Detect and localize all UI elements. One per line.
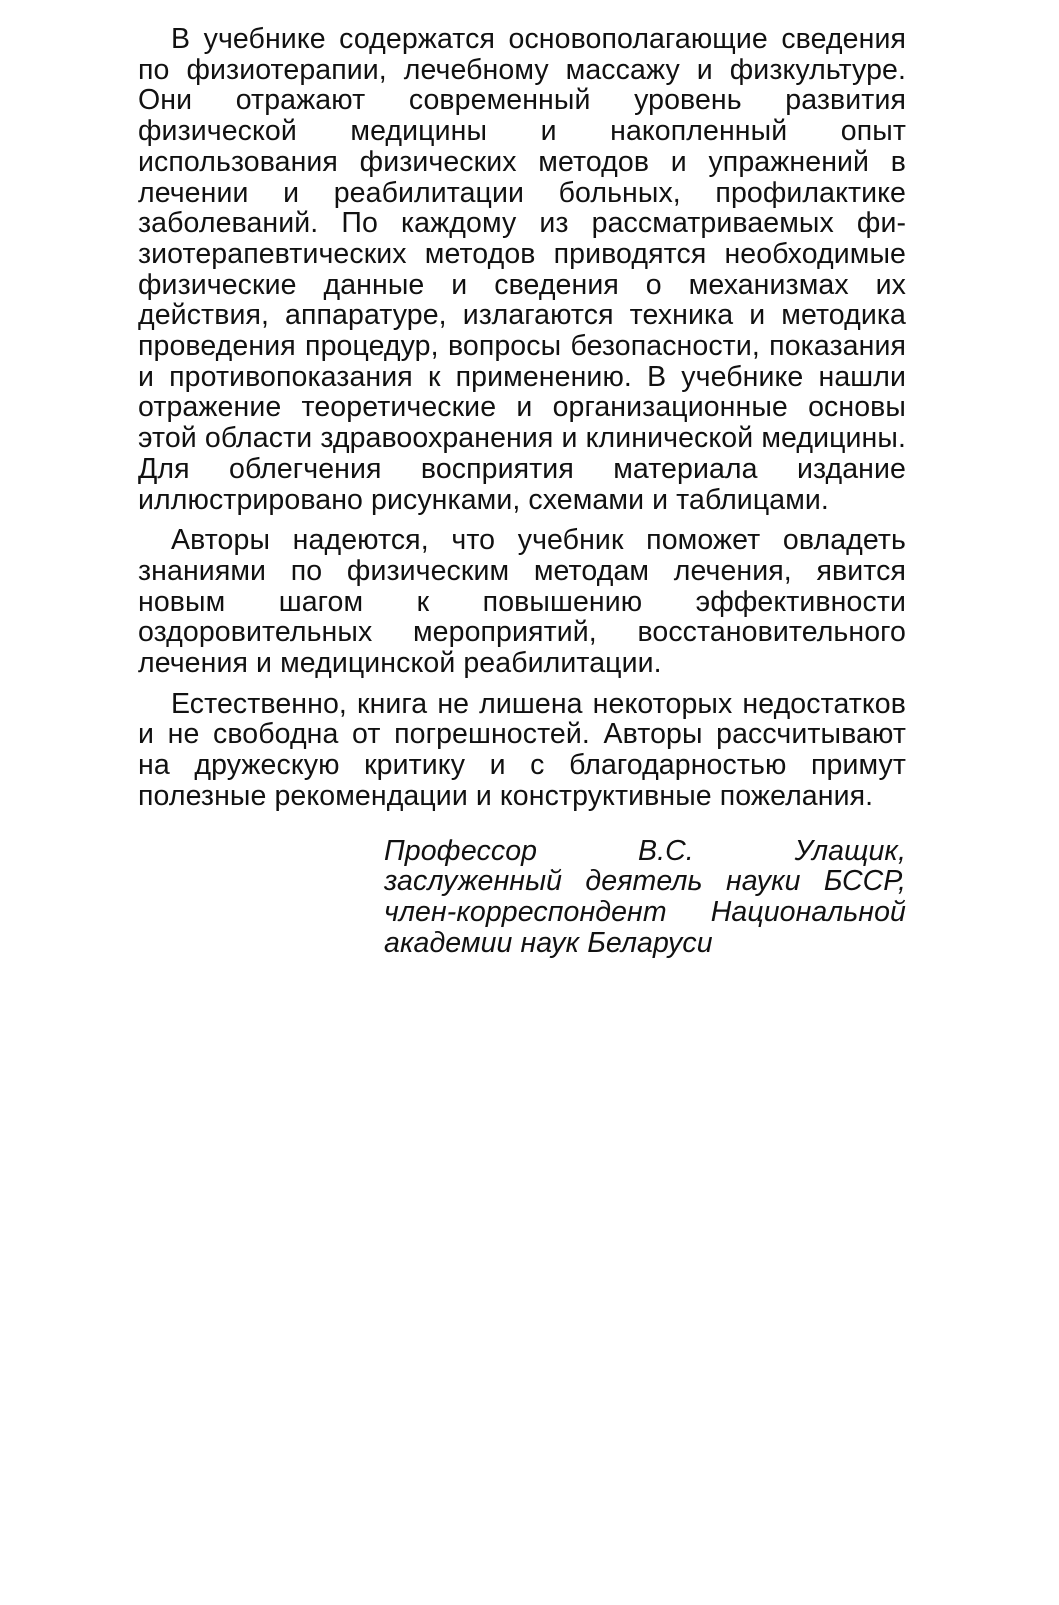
author-signature: Профессор В.С. Улащик, заслуженный деятель науки БССР, член-корреспондент Национальной академии наук Беларуси bbox=[384, 834, 906, 959]
paragraph-intro: В учебнике содержатся основополагающие сведения по физиотерапии, лечебному массажу и физкультуре. Они отражают современный уровень развития физической медицины и накопленный опыт использования физических методов и упражнений в лечении и реабилитации больных, профилактике заболеваний. По каждому из рассматриваемых физиотерапевтических методов приводятся необходимые физические данные и сведения о механизмах их действия, аппаратуре, излагаются техника и методика проведения процедур, вопросы безопасности, показания и противопоказания к применению. В учебнике нашли отражение теоретические и организационные основы этой области здравоохранения и клинической медицины. Для облегчения восприятия материала издание иллюстрировано рисунками, схемами и таблицами. bbox=[138, 23, 906, 516]
paragraph-hopes: Авторы надеются, что учебник поможет овладеть знаниями по физическим методам лечения, явится новым шагом к повышению эффективности оздоровительных мероприятий, восстановительного лечения и медицинской реабилитации. bbox=[138, 524, 906, 680]
paragraph-limitations: Естественно, книга не лишена некоторых недостатков и не свободна от погрешностей. Авторы рассчитывают на дружескую критику и с благодарностью примут полезные рекомендации и конструктивные пожелания. bbox=[138, 687, 906, 812]
document-page bbox=[138, 24, 906, 958]
